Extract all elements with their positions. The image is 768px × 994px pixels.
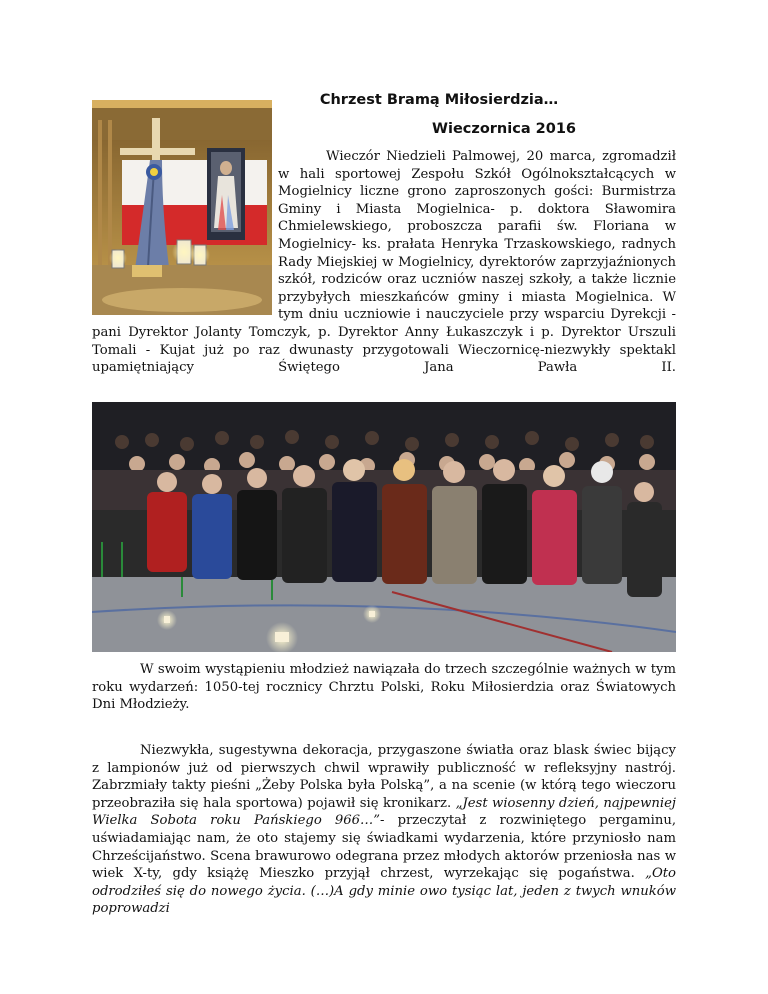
baptism-quote: „Oto odrodziłeś się do nowego życia. (…)A gdy minie owo tysiąc lat, jeden z twych wnuków poprowadzi: [92, 866, 676, 917]
paragraph-decoration: [92, 742, 676, 918]
intro-paragraph: Wieczór Niedzieli Palmowej, 20 marca, zgromadził w hali sportowej Zespołu Szkół Ogólnokształcących w Mogielnicy liczne grono zaproszonych gości: Burmistrza Gminy i Miasta Mogielnica- p. doktora Sławomira Chmielewskiego, proboszcza parafii św. Floriana w Mogielnicy- ks. prałata Henryka Trzaskowskiego, radnych Rady Miejskiej w Mogielnicy, dyrektorów zaprzyjaźnionych szkół, rodziców oraz uczniów naszej szkoły, a także licznie przybyłych mieszkańców gminy i miasta Mogielnica. W tym dniu uczniowie i nauczyciele przy wsparciu Dyrekcji - pani Dyrektor Jolanty Tomczyk, p. Dyrektor Anny Łukaszczyk i p. Dyrektor Urszuli Tomali - Kujat już po raz dwunasty przygotowali Wieczornicę-niezwykły spektakl upamiętniający Świętego Jana Pawła II.: [92, 149, 676, 376]
page-subtitle: Wieczornica 2016: [431, 121, 577, 137]
photo-float-spacer: [92, 148, 278, 320]
paragraph-anniversary: W swoim wystąpieniu młodzież nawiązała do trzech szczególnie ważnych w tym roku wydarzeń: 1050-tej rocznicy Chrztu Polski, Roku Miłosierdzia oraz Światowych Dni Młodzieży.: [92, 662, 676, 713]
paragraph-decoration-part2: - przeczytał z rozwiniętego pergaminu, uświadamiając nam, że oto stajemy się świadkami wydarzenia, które przyniosło nam Chrześcijaństwo. Scena brawurowo odegrana przez młodych aktorów przeniosła nas w wiek X-ty, gdy książę Mieszko przyjął chrzest, wyrzekając się pogaństwa.: [92, 813, 677, 882]
intro-paragraph-container: [92, 148, 676, 377]
page-title: Chrzest Bramą Miłosierdzia…: [319, 92, 559, 108]
audience-photo: [92, 402, 676, 652]
chronicler-quote: „Jest wiosenny dzień, najpewniej Wielka Sobota roku Pańskiego 966…”: [92, 795, 676, 829]
paragraph-decoration-part1: Niezwykła, sugestywna dekoracja, przygaszone światła oraz blask świec bijący z lampionów już od pierwszych chwil wprawiły publiczność w refleksyjny nastrój. Zabrzmiały takty pieśni „Żeby Polska była Polską”, a na scenie (w którą tego wieczoru przeobraziła się hala sportowa) pojawił się kronikarz.: [92, 743, 676, 811]
